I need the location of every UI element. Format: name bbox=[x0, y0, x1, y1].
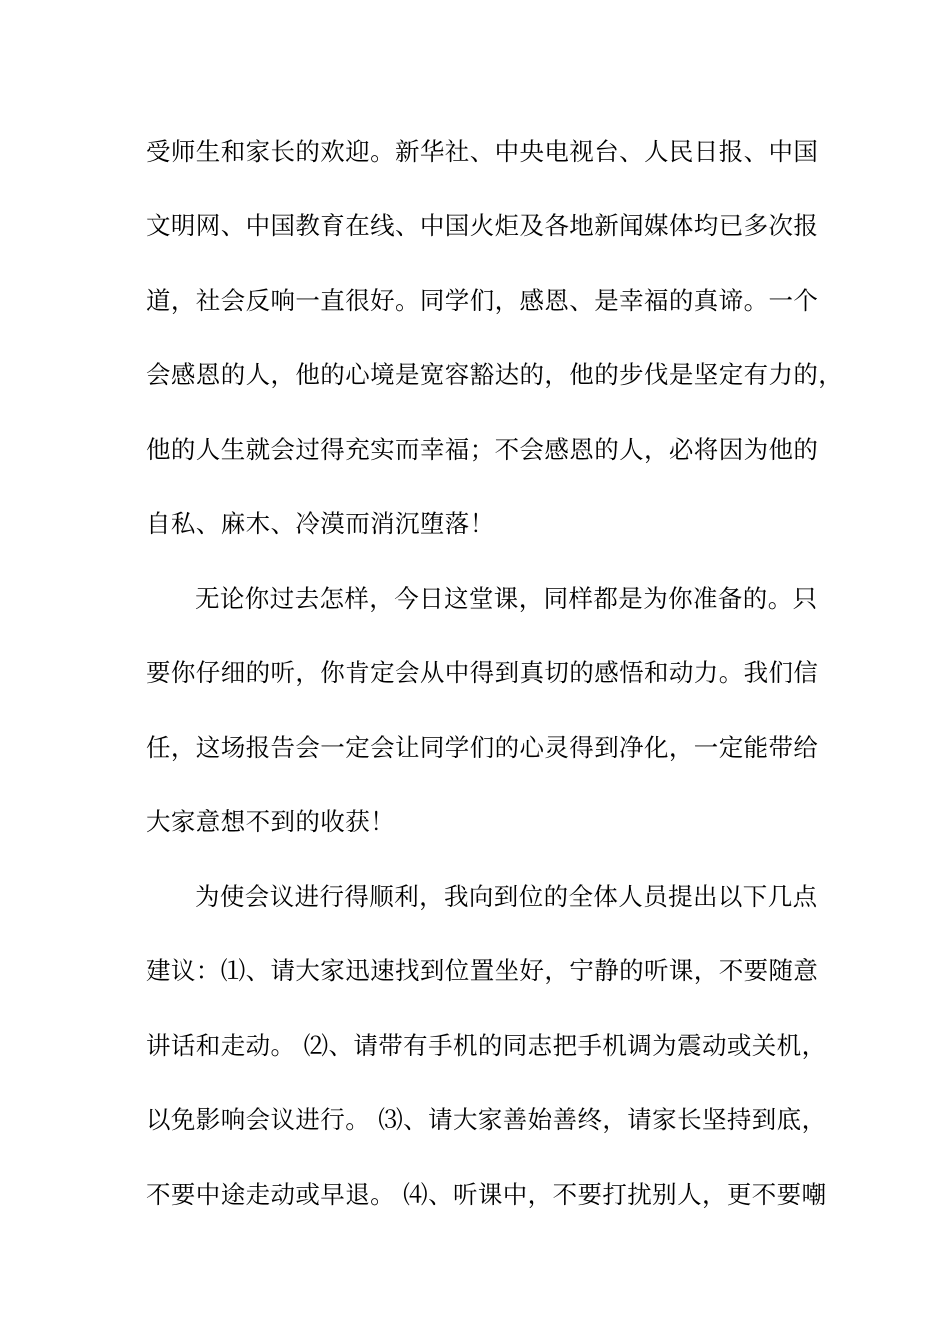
paragraph-first-line: 为使会议进行得顺利，我向到位的全体人员提出以下几点 bbox=[195, 882, 818, 911]
text-line: 以免影响会议进行。 ⑶、请大家善始善终，请家长坚持到底， bbox=[146, 1105, 827, 1134]
text-line: 自私、麻木、冷漠而消沉堕落！ bbox=[146, 509, 495, 538]
text-line: 道，社会反响一直很好。同学们，感恩、是幸福的真谛。一个 bbox=[146, 286, 819, 315]
text-line: 不要中途走动或早退。 ⑷、听课中，不要打扰别人，更不要嘲 bbox=[146, 1180, 827, 1209]
text-line: 他的人生就会过得充实而幸福；不会感恩的人，必将因为他的 bbox=[146, 435, 819, 464]
text-line: 文明网、中国教育在线、中国火炬及各地新闻媒体均已多次报 bbox=[146, 211, 819, 240]
text-line: 大家意想不到的收获！ bbox=[146, 807, 395, 836]
text-line: 要你仔细的听，你肯定会从中得到真切的感悟和动力。我们信 bbox=[146, 658, 819, 687]
text-line: 受师生和家长的欢迎。新华社、中央电视台、人民日报、中国 bbox=[146, 137, 819, 166]
text-line: 讲话和走动。 ⑵、请带有手机的同志把手机调为震动或关机， bbox=[146, 1031, 827, 1060]
paragraph-first-line: 无论你过去怎样，今日这堂课，同样都是为你准备的。只 bbox=[195, 584, 818, 613]
text-line: 会感恩的人，他的心境是宽容豁达的，他的步伐是坚定有力的， bbox=[146, 360, 844, 389]
text-line: 任，这场报告会一定会让同学们的心灵得到净化，一定能带给 bbox=[146, 733, 819, 762]
text-line: 建议：⑴、请大家迅速找到位置坐好，宁静的听课，不要随意 bbox=[146, 956, 819, 985]
